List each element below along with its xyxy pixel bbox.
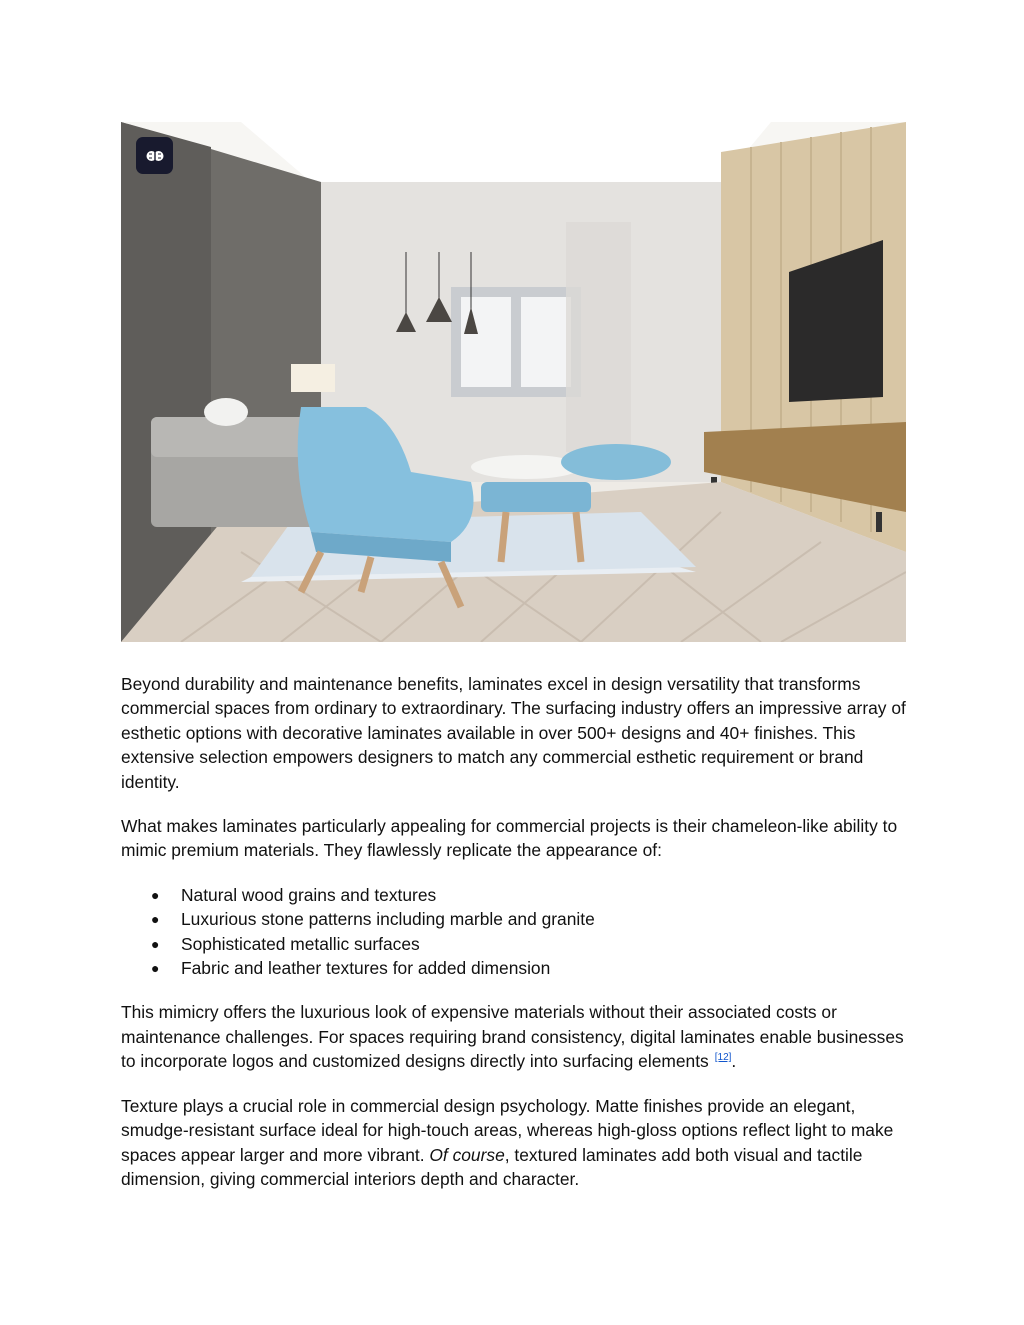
paragraph-texture <box>121 1094 911 1192</box>
paragraph-mimic-materials: What makes laminates particularly appealing for commercial projects is their chameleon-like ability to mimic premium materials. They flawlessly replicate the appearance of: <box>121 816 898 861</box>
reference-link[interactable]: [12] <box>714 1052 732 1064</box>
list-item <box>121 932 911 956</box>
living-room-illustration <box>121 122 906 642</box>
bullet-icon: ● <box>151 911 160 928</box>
list-item <box>121 956 911 980</box>
paragraph-mimicry-text: This mimicry offers the luxurious look of expensive materials without their associated costs or maintenance challenges. For spaces requiring brand consistency, digital laminates enable businesses to incorporate logos and customized designs directly into surfacing elements <box>121 1002 904 1072</box>
list-item-label: Sophisticated metallic surfaces <box>181 933 420 954</box>
paragraph-texture-start: Texture plays a crucial role in commercial design psychology. Matte finishes provide an elegant, smudge-resistant surface ideal for high-touch areas, whereas high-gloss options reflect light to make spaces appear larger and more vibrant. <box>121 1095 894 1165</box>
brain-glyph <box>146 148 164 164</box>
article-body <box>121 672 911 1211</box>
list-item-label: Luxurious stone patterns including marble and granite <box>181 909 595 930</box>
materials-list <box>121 883 911 981</box>
paragraph-texture-end: , textured laminates add both visual and tactile dimension, giving commercial interiors depth and character. <box>121 1144 863 1189</box>
paragraph-mimicry-end: . <box>731 1051 737 1072</box>
list-item <box>121 883 911 907</box>
bullet-icon: ● <box>151 886 160 903</box>
paragraph-mimicry <box>121 1000 911 1073</box>
paragraph-design-versatility: Beyond durability and maintenance benefits, laminates excel in design versatility that transforms commercial spaces from ordinary to extraordinary. The surfacing industry offers an impressive array of esthetic options with decorative laminates available in over 500+ designs and 40+ finishes. This extensive selection empowers designers to match any commercial esthetic requirement or brand identity. <box>121 674 906 792</box>
list-item <box>121 907 911 931</box>
bullet-icon: ● <box>151 960 160 977</box>
brain-icon[interactable] <box>136 137 173 174</box>
interior-photo <box>121 122 906 642</box>
bullet-icon: ● <box>151 935 160 952</box>
list-item-label: Fabric and leather textures for added dimension <box>181 958 551 979</box>
list-item-label: Natural wood grains and textures <box>181 884 437 905</box>
paragraph-texture-italic: Of course <box>429 1144 505 1165</box>
